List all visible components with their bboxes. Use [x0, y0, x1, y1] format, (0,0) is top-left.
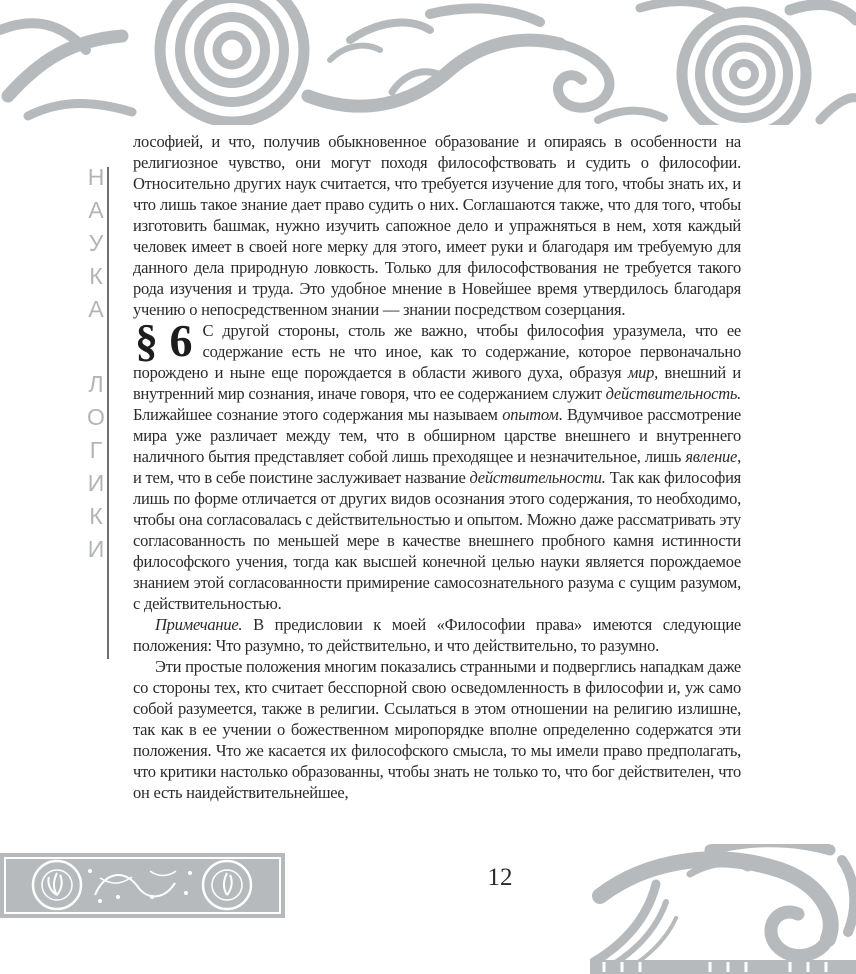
- page-number: 12: [487, 864, 513, 891]
- section-6-marker: § 6: [135, 315, 193, 366]
- text-run: . Вдумчивое рассмотрение мира уже различает между тем, что в обширном царстве внешнего и внутреннего наличного бытия представляет собой лишь преходящее и незначительное, лишь: [133, 405, 741, 466]
- bottom-left-ornament: [0, 853, 285, 918]
- italic-text: опытом: [502, 405, 559, 424]
- bottom-right-band: [590, 960, 856, 974]
- margin-letter: К: [89, 503, 103, 529]
- bottom-right-ornament: [590, 844, 856, 974]
- text-run: С другой стороны, столь же важно, чтобы философия уразумела, что ее содержание есть не что иное, как то содержание, которое первоначально порождено и ныне еще порождается в области живого духа, образуя: [133, 321, 741, 382]
- italic-text: Примечание.: [155, 615, 243, 634]
- top-ornament: [0, 0, 856, 125]
- margin-letter: Н: [87, 164, 105, 190]
- italic-text: действительность.: [605, 384, 741, 403]
- margin-letter: А: [88, 296, 104, 322]
- text-run: Ближайшее сознание этого содержания мы называем: [133, 405, 503, 424]
- margin-letter: У: [88, 230, 104, 256]
- text-run: Эти простые положения многим показались странными и подверглись нападкам даже со стороны тех, кто считает бесспорной свою осведомленность в философии и, уж само собой разумеется, также в религии. Ссылаться в этом отношении на религию излишне, так как в ее учении о божественном миропорядке вполне определенно содержатся эти положения. Что же касается их философского смысла, то мы имели право предполагать, что критики настолько образованны, чтобы знать не только то, что бог действителен, что он есть наидействительнейшее,: [133, 657, 741, 802]
- margin-letter: И: [87, 536, 105, 562]
- text-column: [133, 131, 741, 803]
- margin-rule: [107, 167, 109, 659]
- margin-letter: О: [87, 404, 105, 430]
- top-ornament-scrolls: [0, 0, 856, 125]
- italic-text: действительности.: [469, 468, 606, 487]
- text-run: В предисловии к моей «Философии права» имеются следующие положения: Что разумно, то действительно, и что действительно, то разумно.: [133, 615, 741, 655]
- bottom-right-scrolls: [590, 844, 854, 974]
- margin-letter: И: [87, 470, 105, 496]
- margin-title: [84, 161, 108, 566]
- text-run: лософией, и что, получив обыкновенное образование и опираясь в особенности на религиозное чувство, они могут походя философствовать и судить о философии. Относительно других наук считается, что требуется изучение для того, чтобы знать их, и что лишь такое знание дает право судить о них. Соглашаются также, что для того, чтобы изготовить башмак, нужно изучить сапожное дело и упражняться в нем, хотя каждый человек имеет в своей ноге мерку для этого, имеет руки и благодаря им требуемую для данного дела природную ловкость. Только для философствования не требуется такого рода изучения и труда. Это удобное мнение в Новейшее время утвердилось благодаря учению о непосредственном знании — знании посредством созерцания.: [133, 132, 741, 319]
- margin-letter: Г: [89, 437, 103, 463]
- text-run: внешний и внутренний мир сознания, иначе говоря, что ее содержанием служит: [133, 363, 741, 403]
- text-run: Так как философия лишь по форме отличается от других видов осознания этого содержания, то необходимо, чтобы она согласовалась с действительностью и опытом. Можно даже рассматривать эту согласованность по меньшей мере в качестве внешнего пробного камня истинности философского учения, тогда как высшей конечной целью науки является порождаемое знанием этой согласованности примирение самосознательного разума с сущим разумом, с действительностью.: [133, 468, 742, 613]
- italic-text: мир,: [627, 363, 658, 382]
- paragraph-section-6: [133, 315, 742, 614]
- margin-word-logiki: [84, 368, 108, 566]
- text-run: , и тем, что в себе поистине заслуживает название: [133, 447, 741, 487]
- margin-letter: К: [89, 263, 103, 289]
- margin-word-nauka: [84, 161, 108, 326]
- italic-text: явление: [685, 447, 738, 466]
- margin-letter: А: [88, 197, 104, 223]
- margin-letter: Л: [88, 371, 104, 397]
- paragraph-final: [133, 656, 741, 803]
- paragraph-note: [133, 614, 741, 656]
- paragraph-continuation: [133, 131, 741, 320]
